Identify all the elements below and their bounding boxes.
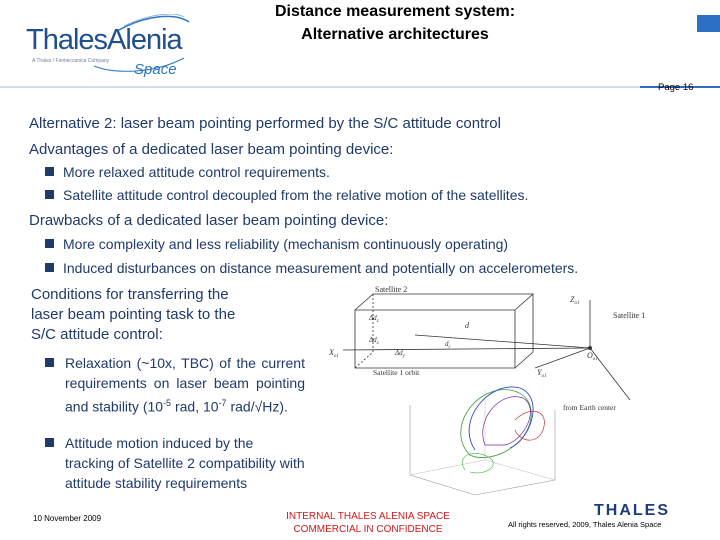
earth-line [590,348,630,400]
list-item: More relaxed attitude control requirements. [45,164,330,180]
heading-advantages: Advantages of a dedicated laser beam pointing device: [29,141,394,158]
bullet-square-icon [45,167,54,176]
logo-name: ThalesAlenia [26,24,182,56]
svg-text:Yo1: $Y_{o1}$ [537,368,547,379]
heading-drawbacks: Drawbacks of a dedicated laser beam pointing device: [29,212,389,229]
conditions-heading: Conditions for transferring the laser beam pointing task to the S/C attitude control: [31,286,236,343]
svg-text:Oo1: $O_{o1}$ [587,351,598,362]
svg-text:Zo1: $Z_{o1}$ [570,295,580,306]
svg-text:dc: $d_c$ [445,340,451,350]
x-axis [343,348,590,350]
header-rule [0,85,720,93]
bullet-square-icon [45,190,54,199]
bullet-square-icon [45,263,54,272]
page-number: Page 16 [658,82,694,93]
satellite2-box [355,294,533,368]
list-item: Satellite attitude control decoupled from the relative motion of the satellites. [45,187,528,203]
thales-logo: THALES [594,502,670,519]
heading-alternative: Alternative 2: laser beam pointing performed by the S/C attitude control [29,115,501,132]
satellite1-label: Satellite 1 [613,311,646,320]
svg-text:d: d [465,321,469,330]
svg-text:Δdy: $\Delta d_y$ [395,349,405,359]
satellite-geometry-diagram [325,280,670,510]
list-item: More complexity and less reliability (mechanism continuously operating) [45,236,508,252]
satellite2-label: Satellite 2 [375,285,408,294]
copyright-notice: All rights reserved, 2009, Thales Alenia Space [508,520,662,529]
title-line-1: Distance measurement system: [274,3,516,20]
distance-line [415,335,590,348]
logo-tagline: A Thales / Finmeccanica Company [32,58,110,64]
confidentiality-notice: INTERNAL THALES ALENIA SPACE COMMERCIAL IN CONFIDENCE [286,511,450,535]
list-item: Relaxation (~10x, TBC) of the current requirements on laser beam pointing and stability ($10^{-5}$ rad, $10^{-7}$ rad/√Hz). [45,353,305,417]
bullet-square-icon [45,239,54,248]
footer-date: 10 November 2009 [33,514,102,523]
bullet-square-icon [45,358,54,367]
company-logo [24,14,194,78]
bullet-square-icon [45,438,54,447]
corner-accent [697,15,720,32]
list-item: Induced disturbances on distance measurement and potentially on accelerometers. [45,260,578,276]
list-item: Attitude motion induced by the tracking of Satellite 2 compatibility with attitude stability requirements [45,433,305,493]
slide-title [240,0,550,46]
satellite1-point [588,346,592,350]
svg-text:Δdz: $\Delta d_z$ [369,314,379,324]
logo-space: Space [134,61,177,78]
title-line-2: Alternative architectures [301,26,489,43]
y-axis [535,348,590,368]
trajectory-plot [410,387,555,495]
svg-text:Xo1: $X_{o1}$ [329,348,339,359]
orbit-label: Satellite 1 orbit [373,368,420,377]
svg-text:Δdx: $\Delta d_x$ [369,336,379,346]
earth-label: from Earth center [563,403,616,412]
